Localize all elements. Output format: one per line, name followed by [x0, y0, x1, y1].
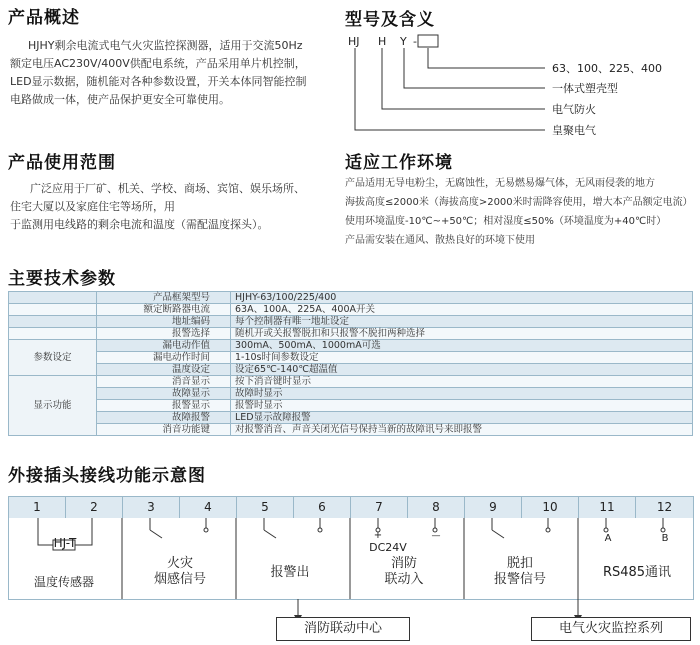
table-row: [9, 292, 693, 304]
param-group-label: 参数设定: [9, 340, 97, 376]
overview-line: 额定电压AC230V/400V供配电系统，产品采用单片机控制，: [10, 57, 306, 70]
table-row: [9, 364, 693, 376]
terminal-number: 5: [237, 497, 294, 518]
terminal-number: 4: [180, 497, 237, 518]
param-name: 故障报警: [97, 412, 231, 424]
param-value: 随机开或关报警脱扣和只报警不脱扣两种选择: [231, 328, 693, 340]
environment-line: 产品需安装在通风、散热良好的环境下使用: [345, 235, 535, 246]
model-blank-box: [418, 35, 438, 47]
table-row: [9, 376, 693, 388]
terminal-number: 9: [465, 497, 522, 518]
param-group-label: 显示功能: [9, 376, 97, 436]
param-value: 1-10s时间参数设定: [231, 352, 693, 364]
terminal-number: 8: [408, 497, 465, 518]
param-value: 每个控制器有唯一地址设定: [231, 316, 693, 328]
overview-line: HJHY剩余电流式电气火灾监控探测器，适用于交流50Hz: [28, 39, 303, 52]
table-row: [9, 304, 693, 316]
usage-line: 广泛应用于厂矿、机关、学校、商场、宾馆、娱乐场所、: [30, 182, 305, 195]
usage-line: 住宅大厦以及家庭住宅等场所，用: [10, 200, 175, 213]
table-cell-empty: [9, 304, 97, 316]
terminal-strip: [8, 496, 694, 519]
terminal-number: 2: [66, 497, 123, 518]
param-value: 设定65℃-140℃超温值: [231, 364, 693, 376]
param-value: 63A、100A、225A、400A开关: [231, 304, 693, 316]
param-name: 产品框架型号: [97, 292, 231, 304]
table-row: [9, 328, 693, 340]
table-cell-empty: [9, 292, 97, 304]
usage-text: [10, 180, 330, 234]
table-row: [9, 412, 693, 424]
dc24v-label: DC24V: [369, 541, 407, 554]
plus-sign: +: [373, 530, 383, 541]
fire-link-line: 消防: [390, 556, 417, 571]
sensor-code: HJ-T: [53, 536, 77, 550]
usage-title: 产品使用范围: [8, 153, 116, 173]
table-cell-empty: [9, 328, 97, 340]
usage-line: 于监测用电线路的剩余电流和温度（需配温度探头）。: [10, 218, 269, 231]
terminal-number: 1: [9, 497, 66, 518]
param-name: 漏电动作时间: [97, 352, 231, 364]
param-name: 报警显示: [97, 400, 231, 412]
table-cell-empty: [9, 316, 97, 328]
environment-text: [345, 174, 697, 250]
model-code-y: Y: [400, 35, 407, 48]
param-name: 消音功能键: [97, 424, 231, 436]
param-name: 故障显示: [97, 388, 231, 400]
model-meaning-size: 63、100、225、400: [552, 62, 662, 75]
wiring-title: 外接插头接线功能示意图: [8, 466, 206, 486]
fire-link-label: [352, 556, 456, 588]
table-row: [9, 400, 693, 412]
rs485-a-label: A: [604, 533, 612, 544]
param-name: 漏电动作值: [97, 340, 231, 352]
trip-line: 报警信号: [493, 572, 546, 587]
params-title: 主要技术参数: [8, 269, 116, 289]
environment-line: 使用环境温度-10℃~+50℃；相对湿度≤50%（环境温度为+40℃时）: [345, 216, 667, 227]
rs485-label: RS485通讯: [602, 565, 672, 580]
table-row: [9, 316, 693, 328]
terminal-number: 7: [351, 497, 408, 518]
monitor-system-box: 电气火灾监控系列: [531, 617, 691, 641]
model-meaning-type: 一体式塑壳型: [552, 82, 618, 95]
terminal-number: 6: [294, 497, 351, 518]
overview-line: 电路做成一体，使产品保护更安全可靠使用。: [10, 93, 230, 106]
table-row: [9, 424, 693, 436]
fire-smoke-line: 烟感信号: [153, 572, 206, 587]
model-meaning-fire: 电气防火: [552, 103, 596, 116]
table-row: [9, 352, 693, 364]
param-name: 消音显示: [97, 376, 231, 388]
param-name: 额定断路器电流: [97, 304, 231, 316]
params-table: [8, 291, 693, 436]
fire-smoke-line: 火灾: [166, 556, 193, 571]
param-value: 故障时显示: [231, 388, 693, 400]
param-value: 报警时显示: [231, 400, 693, 412]
alarm-out-label: 报警出: [270, 565, 310, 580]
param-value: 对报警消音、声音关闭光信号保持当新的故障讯号来即报警: [231, 424, 693, 436]
model-code-h: H: [378, 35, 387, 48]
rs485-b-label: B: [661, 533, 669, 544]
fire-link-line: 联动入: [384, 572, 424, 587]
minus-sign: —: [431, 531, 441, 541]
model-diagram: [340, 30, 700, 145]
environment-title: 适应工作环境: [345, 153, 453, 173]
fire-smoke-label: [130, 556, 230, 588]
param-name: 温度设定: [97, 364, 231, 376]
param-name: 地址编码: [97, 316, 231, 328]
terminal-number: 10: [522, 497, 579, 518]
param-name: 报警选择: [97, 328, 231, 340]
sensor-label: 温度传感器: [33, 575, 94, 589]
trip-label: [470, 556, 570, 588]
terminal-number: 3: [123, 497, 180, 518]
param-value: 按下消音键时显示: [231, 376, 693, 388]
param-value: LED显示故障报警: [231, 412, 693, 424]
model-meaning-brand: 皇聚电气: [552, 124, 596, 137]
model-title: 型号及含义: [345, 10, 435, 30]
model-code-hj: HJ: [348, 35, 360, 48]
fire-center-box: 消防联动中心: [276, 617, 410, 641]
environment-line: 产品适用无导电粉尘，无腐蚀性，无易燃易爆气体，无风雨侵袭的地方: [345, 178, 655, 189]
overview-title: 产品概述: [8, 8, 80, 28]
terminal-number: 12: [656, 500, 673, 514]
table-row: [9, 340, 693, 352]
terminal-number: 11: [579, 497, 636, 518]
param-value: HJHY-63/100/225/400: [231, 292, 693, 304]
trip-line: 脱扣: [506, 556, 533, 571]
overview-text: [10, 37, 330, 109]
param-value: 300mA、500mA、1000mA可选: [231, 340, 693, 352]
overview-line: LED显示数据，随机能对各种参数设置，开关本体同智能控制: [10, 75, 307, 88]
environment-line: 海拔高度≤2000米（海拔高度>2000米时需降容使用，增大本产品额定电流）: [345, 197, 693, 208]
model-code-dash: -: [413, 35, 417, 48]
table-row: [9, 388, 693, 400]
